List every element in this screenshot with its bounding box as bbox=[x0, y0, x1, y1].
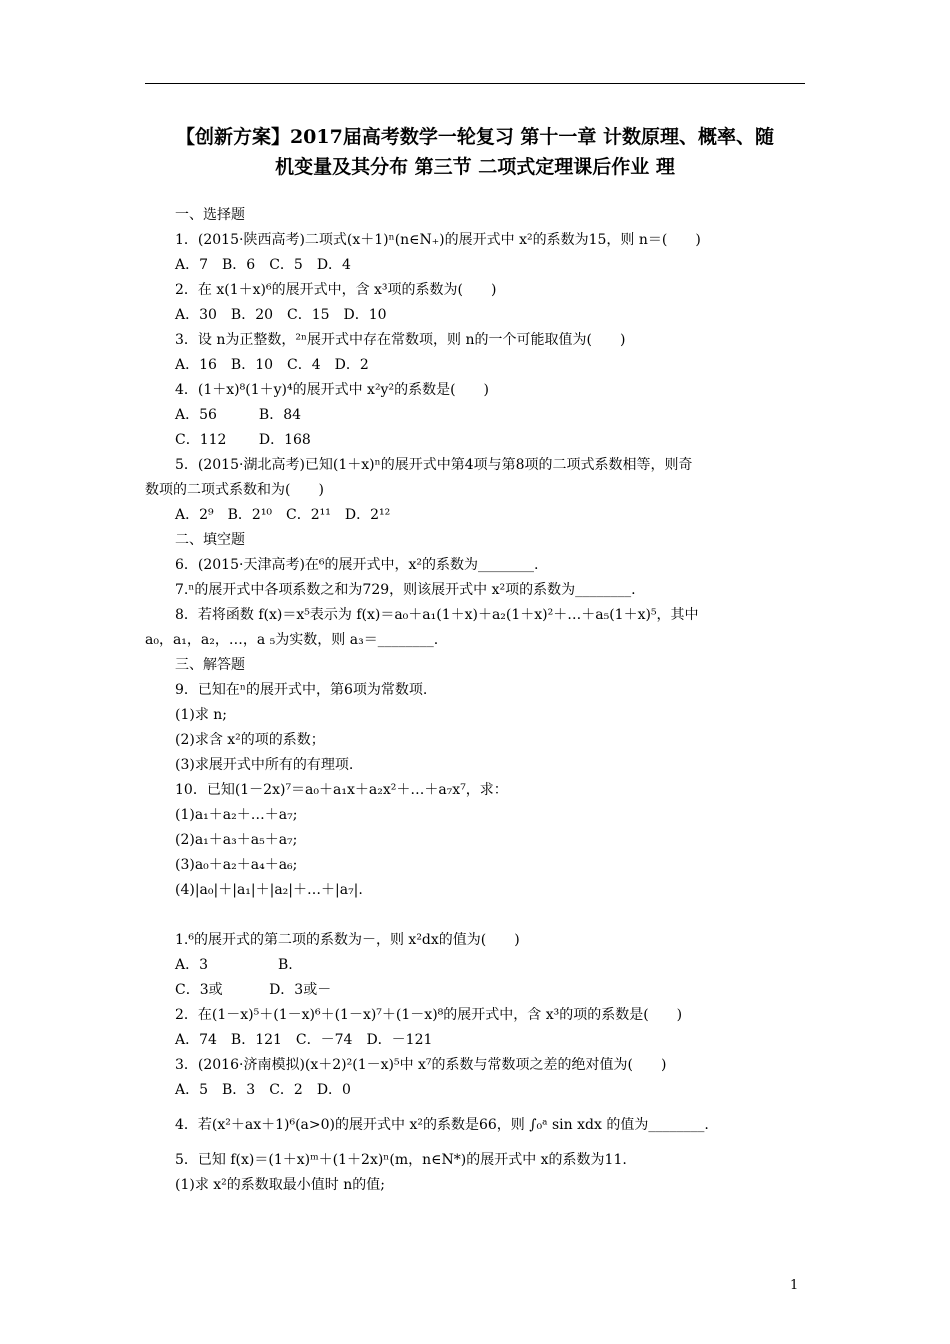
extra-question-3-options: A．5 B．3 C．2 D．0 bbox=[175, 1082, 351, 1098]
extra-question-1-options-a: A．3 B. bbox=[175, 957, 293, 973]
question-4-options-b: C．112 D．168 bbox=[175, 432, 311, 448]
extra-question-4: 4．若(x²＋ax＋1)⁶(a>0)的展开式中 x²的系数是66，则 ∫₀ᵃ sin xdx 的值为________. bbox=[175, 1117, 709, 1133]
question-8-continued: a₀，a₁，a₂，…，a ₅为实数，则 a₃＝________. bbox=[145, 632, 439, 648]
section-heading: 三、解答题 bbox=[175, 657, 245, 673]
question-5: 5．(2015·湖北高考)已知(1＋x)ⁿ的展开式中第4项与第8项的二项式系数相等，则奇 bbox=[175, 457, 693, 473]
question-4: 4．(1＋x)⁸(1＋y)⁴的展开式中 x²y²的系数是( ) bbox=[175, 382, 490, 398]
question-9-part-1: (1)求 n; bbox=[175, 707, 228, 723]
question-6: 6．(2015·天津高考)在⁶的展开式中，x²的系数为________. bbox=[175, 557, 539, 573]
title-line-1: 【创新方案】2017届高考数学一轮复习 第十一章 计数原理、概率、随 bbox=[175, 126, 775, 148]
section-heading: 二、填空题 bbox=[175, 532, 245, 548]
question-5-continued: 数项的二项式系数和为( ) bbox=[145, 482, 324, 498]
extra-question-5: 5．已知 f(x)＝(1＋x)ᵐ＋(1＋2x)ⁿ(m，n∈N*)的展开式中 x的系数为11. bbox=[175, 1152, 627, 1168]
question-3-options: A．16 B．10 C．4 D．2 bbox=[175, 357, 369, 373]
question-9-part-3: (3)求展开式中所有的有理项. bbox=[175, 757, 354, 773]
question-7: 7.ⁿ的展开式中各项系数之和为729，则该展开式中 x²项的系数为________. bbox=[175, 582, 636, 598]
question-10-part-4: (4)|a₀|＋|a₁|＋|a₂|＋…＋|a₇|. bbox=[175, 882, 363, 898]
page-title bbox=[140, 122, 810, 182]
question-1: 1．(2015·陕西高考)二项式(x＋1)ⁿ(n∈N₊)的展开式中 x²的系数为15，则 n＝( ) bbox=[175, 232, 701, 248]
question-2: 2．在 x(1＋x)⁶的展开式中，含 x³项的系数为( ) bbox=[175, 282, 497, 298]
question-10-part-3: (3)a₀＋a₂＋a₄＋a₆; bbox=[175, 857, 298, 873]
question-9-part-2: (2)求含 x²的项的系数； bbox=[175, 732, 325, 748]
question-10-part-2: (2)a₁＋a₃＋a₅＋a₇; bbox=[175, 832, 298, 848]
question-5-options: A．2⁹ B．2¹⁰ C．2¹¹ D．2¹² bbox=[175, 507, 391, 523]
question-10: 10．已知(1－2x)⁷＝a₀＋a₁x＋a₂x²＋…＋a₇x⁷，求： bbox=[175, 782, 508, 798]
question-2-options: A．30 B．20 C．15 D．10 bbox=[175, 307, 387, 323]
extra-question-2: 2．在(1－x)⁵＋(1－x)⁶＋(1－x)⁷＋(1－x)⁸的展开式中，含 x³的项的系数是( ) bbox=[175, 1007, 683, 1023]
extra-question-1: 1.⁶的展开式的第二项的系数为－，则 x²dx的值为( ) bbox=[175, 932, 520, 948]
section-spacer bbox=[145, 903, 810, 928]
title-line-2: 机变量及其分布 第三节 二项式定理课后作业 理 bbox=[275, 156, 675, 178]
question-9: 9．已知在ⁿ的展开式中，第6项为常数项. bbox=[175, 682, 428, 698]
extra-question-5-part-1: (1)求 x²的系数取最小值时 n的值; bbox=[175, 1177, 385, 1193]
question-1-options: A．7 B．6 C．5 D．4 bbox=[175, 257, 351, 273]
extra-question-2-options: A．74 B．121 C．－74 D．－121 bbox=[175, 1032, 433, 1048]
question-8: 8．若将函数 f(x)＝x⁵表示为 f(x)＝a₀＋a₁(1＋x)＋a₂(1＋x)²＋…＋a₅(1＋x)⁵，其中 bbox=[175, 607, 699, 623]
document-body bbox=[145, 203, 810, 1198]
section-heading: 一、选择题 bbox=[175, 207, 245, 223]
question-10-part-1: (1)a₁＋a₂＋…＋a₇; bbox=[175, 807, 298, 823]
header-rule bbox=[145, 83, 805, 84]
question-4-options-a: A．56 B．84 bbox=[175, 407, 302, 423]
question-3: 3．设 n为正整数，²ⁿ展开式中存在常数项，则 n的一个可能取值为( ) bbox=[175, 332, 626, 348]
extra-question-3: 3．(2016·济南模拟)(x＋2)²(1－x)⁵中 x⁷的系数与常数项之差的绝对值为( ) bbox=[175, 1057, 667, 1073]
page-number: 1 bbox=[790, 1278, 799, 1293]
extra-question-1-options-b: C．3或 D．3或－ bbox=[175, 982, 332, 998]
